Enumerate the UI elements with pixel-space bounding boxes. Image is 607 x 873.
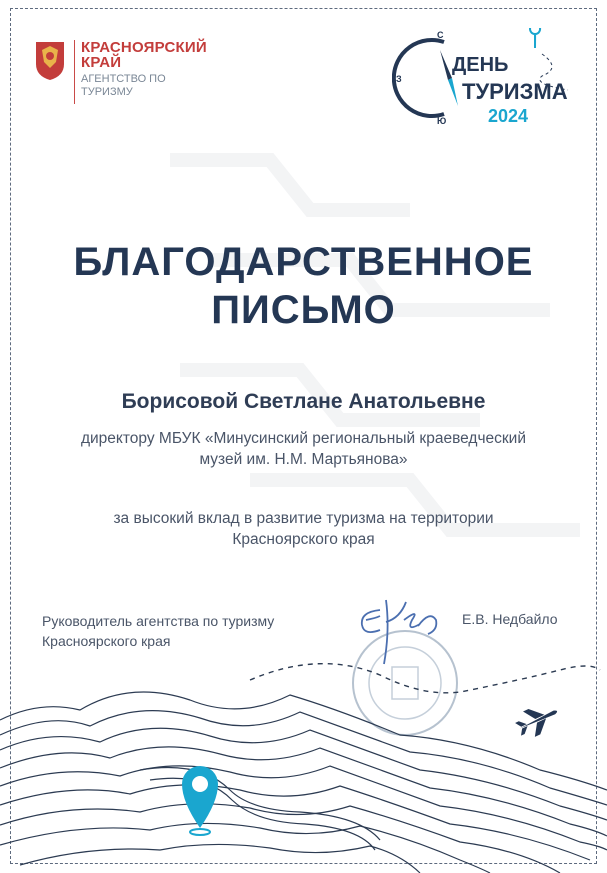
recipient-name: Борисовой Светлане Анатольевне (121, 390, 486, 413)
signer-name: Е.В. Недбайло (462, 611, 558, 627)
compass-west-letter: З (396, 74, 402, 84)
title-line-2: ПИСЬМО (211, 288, 396, 332)
airplane-icon (512, 698, 563, 742)
brand-title: КРАСНОЯРСКИЙ КРАЙ (81, 39, 207, 71)
compass-south-letter: Ю (437, 116, 447, 126)
brand-subtitle: АГЕНТСТВО ПО ТУРИЗМУ (81, 73, 166, 98)
logo-day-word: ДЕНЬ (452, 54, 509, 76)
recipient-position: директору МБУК «Минусинский региональный краеведческий музей им. Н.М. Мартьянова» (80, 430, 526, 468)
award-reason: за высокий вклад в развитие туризма на территории Красноярского края (113, 510, 494, 548)
tourism-day-logo (392, 28, 582, 128)
landscape-illustration (0, 640, 607, 873)
signer-role: Руководитель агентства по туризму Красноярского края (42, 613, 275, 649)
logo-year: 2024 (488, 106, 529, 126)
logo-tourism-word: ТУРИЗМА (462, 79, 568, 104)
brand-divider (74, 40, 75, 104)
agency-brand (34, 40, 221, 110)
coat-of-arms-icon (34, 40, 66, 82)
letter-title (0, 238, 607, 334)
title-line-1: БЛАГОДАРСТВЕННОЕ (73, 240, 534, 284)
compass-north-letter: С (437, 30, 444, 40)
